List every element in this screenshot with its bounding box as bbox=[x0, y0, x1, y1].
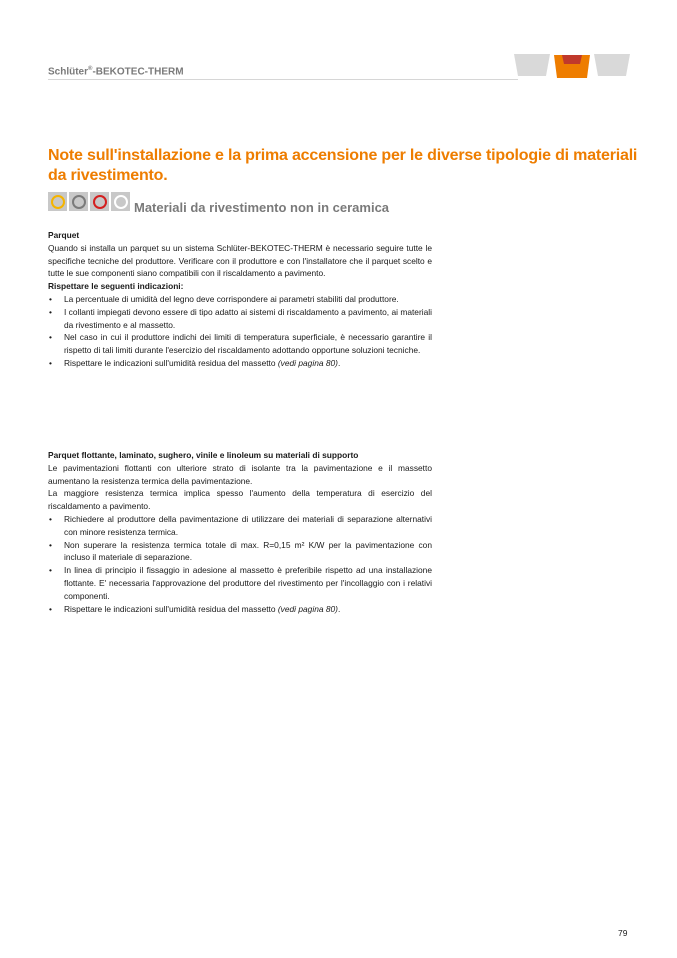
subsection-title: Materiali da rivestimento non in ceramica bbox=[134, 200, 390, 215]
brand-product: -BEKOTEC-THERM bbox=[92, 66, 184, 78]
bullet-glyph: • bbox=[49, 357, 52, 368]
floating-list bbox=[48, 513, 432, 615]
ring-icon-white bbox=[111, 192, 130, 211]
parquet-intro: Quando si installa un parquet su un sistema Schlüter-BEKOTEC-THERM è necessario seguire tutte le specifiche tecniche del produttore. Verificare con il produttore e con l'installatore che il parquet scelto e tutte le sue componenti siano compatibili con il riscaldamento a pavimento. bbox=[48, 242, 432, 279]
logo-left-tab bbox=[514, 54, 550, 76]
logo-center-top bbox=[562, 55, 582, 64]
parquet-list bbox=[48, 293, 432, 370]
page-reference: (vedi pagina 80) bbox=[277, 357, 338, 368]
parquet-list-heading: Rispettare le seguenti indicazioni: bbox=[48, 281, 184, 292]
bullet-glyph: • bbox=[49, 306, 52, 317]
floating-heading: Parquet flottante, laminato, sughero, vinile e linoleum su materiali di supporto bbox=[48, 450, 359, 460]
list-item: • Non superare la resistenza termica totale di max. R=0,15 m² K/W per la pavimentazione con incluso il materiale di separazione. bbox=[49, 539, 432, 563]
bullet-glyph: • bbox=[49, 539, 52, 550]
ring-icon-yellow bbox=[48, 192, 67, 211]
logo-right-tab bbox=[594, 54, 630, 76]
page-number: 79 bbox=[618, 928, 628, 938]
brand-name: Schlüter bbox=[48, 66, 89, 78]
header-rule bbox=[48, 79, 518, 80]
list-item: • In linea di principio il fissaggio in adesione al massetto è preferibile rispetto ad una installazione flottante. E' necessaria l'approvazione del produttore del rivestimento per l'incollaggio con i relativi componenti. bbox=[49, 565, 432, 601]
bullet-glyph: • bbox=[49, 332, 52, 343]
ring-icon-gray bbox=[69, 192, 88, 211]
floating-section bbox=[48, 449, 432, 615]
floating-para2: La maggiore resistenza termica implica spesso l'aumento della temperatura di esercizio del riscaldamento a pavimento. bbox=[48, 488, 432, 512]
list-item: • Rispettare le indicazioni sull'umidità residua del massetto (vedi pagina 80). bbox=[49, 357, 341, 368]
list-item: • Richiedere al produttore della pavimentazione di utilizzare dei materiali di separazione alternativi con minore resistenza termica. bbox=[49, 513, 432, 537]
page-title: Note sull'installazione e la prima accensione per le diverse tipologie di materiali da rivestimento. bbox=[48, 147, 638, 184]
floating-para1: Le pavimentazioni flottanti con ulteriore strato di isolante tra la pavimentazione e il massetto aumentano la resistenza termica della pavimentazione. bbox=[48, 462, 432, 486]
list-item: • La percentuale di umidità del legno deve corrispondere ai parametri stabiliti dal produttore. bbox=[49, 293, 399, 304]
ring-icon-red bbox=[90, 192, 109, 211]
bullet-glyph: • bbox=[49, 513, 52, 524]
bullet-glyph: • bbox=[49, 603, 52, 614]
list-item: • Nel caso in cui il produttore indichi dei limiti di temperatura superficiale, è necessario garantire il rispetto di tali limiti durante l'esercizio del riscaldamento adottando opportune soluzioni tecniche. bbox=[49, 332, 432, 356]
list-item: • I collanti impiegati devono essere di tipo adatto ai sistemi di riscaldamento a pavimento, ai materiali da rivestimento e al massetto. bbox=[49, 306, 432, 330]
list-item: • Rispettare le indicazioni sull'umidità residua del massetto (vedi pagina 80). bbox=[49, 603, 341, 614]
bullet-glyph: • bbox=[49, 293, 52, 304]
page-reference: (vedi pagina 80) bbox=[277, 603, 338, 614]
registered-mark: ® bbox=[88, 66, 93, 72]
header-brand bbox=[48, 66, 184, 77]
material-icon-row bbox=[48, 192, 130, 212]
parquet-section bbox=[48, 229, 432, 370]
schluter-logo-icon bbox=[514, 54, 632, 80]
bullet-glyph: • bbox=[49, 565, 52, 576]
parquet-heading: Parquet bbox=[48, 230, 80, 240]
